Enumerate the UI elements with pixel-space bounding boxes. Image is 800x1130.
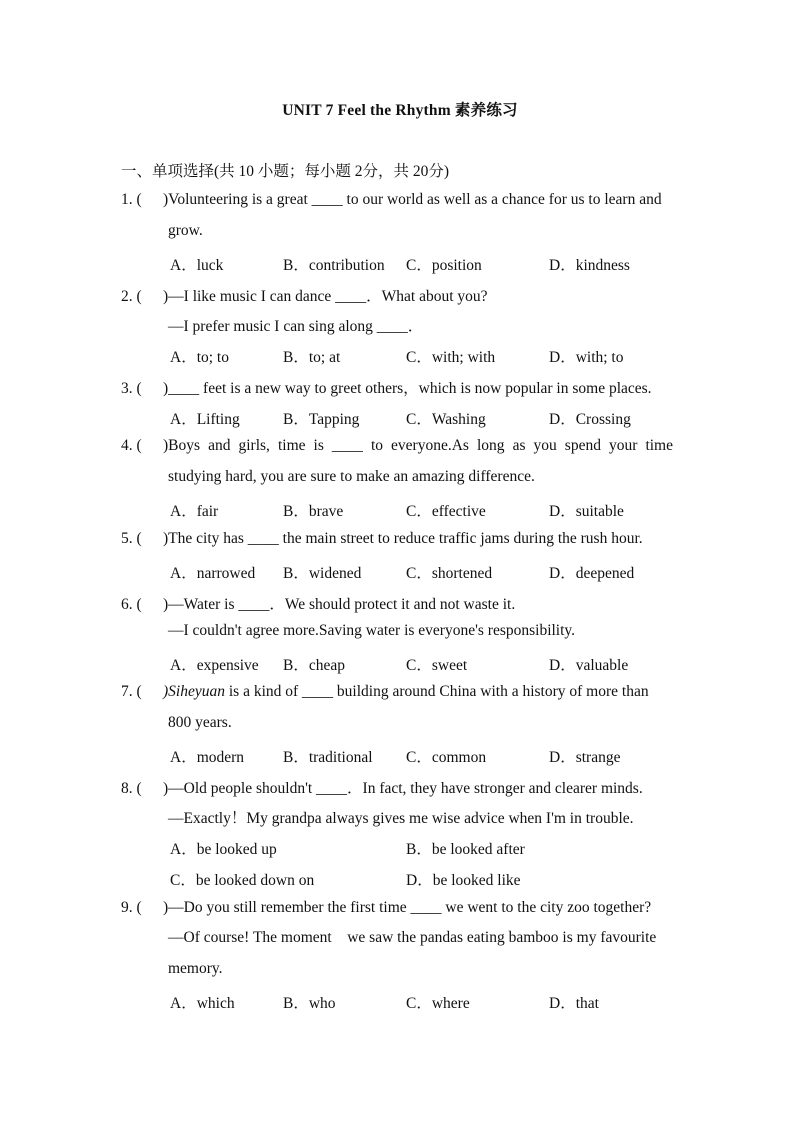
option-b: B．who <box>283 995 336 1012</box>
question-2 <box>121 284 488 306</box>
question-8 <box>121 776 643 798</box>
section-heading: 一、单项选择(共 10 小题；每小题 2分，共 20分) <box>121 163 450 180</box>
option-b: B．Tapping <box>283 411 360 428</box>
option-c: C．shortened <box>406 565 493 582</box>
page-title: UNIT 7 Feel the Rhythm 素养练习 <box>282 102 518 119</box>
question-continuation: —Exactly！My grandpa always gives me wise advice when I'm in trouble. <box>168 810 634 827</box>
option-c: C．with; with <box>406 349 496 366</box>
option-c: C．Washing <box>406 411 486 428</box>
question-text: )—Do you still remember the first time ____ we went to the city zoo together? <box>163 899 652 916</box>
question-9 <box>121 899 651 917</box>
option-b: B．cheap <box>283 657 345 674</box>
option-b: B．brave <box>283 503 344 520</box>
option-d: D．be looked like <box>406 872 521 889</box>
question-number: 8. ( <box>121 780 142 797</box>
question-4 <box>121 437 673 455</box>
option-d: D．kindness <box>549 257 630 274</box>
option-c: C．where <box>406 995 470 1012</box>
question-continuation: —I prefer music I can sing along ____． <box>168 318 424 335</box>
question-number: 6. ( <box>121 596 142 613</box>
question-5 <box>121 530 643 548</box>
question-number: 4. ( <box>121 437 142 454</box>
question-continuation-2: memory. <box>168 960 223 977</box>
option-a: A．to; to <box>170 349 229 366</box>
option-d: D．Crossing <box>549 411 631 428</box>
question-number: 1. ( <box>121 191 142 208</box>
question-1 <box>121 191 662 209</box>
option-a: A．which <box>170 995 235 1012</box>
option-a: A．modern <box>170 749 245 766</box>
option-c: C．sweet <box>406 657 468 674</box>
option-a: A．narrowed <box>170 565 256 582</box>
question-continuation: —Of course! The moment we saw the pandas eating bamboo is my favourite <box>168 929 657 946</box>
option-a: A．expensive <box>170 657 259 674</box>
option-b: B．widened <box>283 565 362 582</box>
question-italic-term: )Siheyuan <box>163 683 225 700</box>
option-a: A．fair <box>170 503 219 520</box>
question-text: )Boys and girls, time is ____ to everyone.As long as you spend your time <box>163 437 673 454</box>
option-c: C．common <box>406 749 487 766</box>
question-continuation: 800 years. <box>168 714 232 731</box>
option-d: D．valuable <box>549 657 629 674</box>
option-b: B．contribution <box>283 257 385 274</box>
question-text: )____ feet is a new way to greet others，which is now popular in some places. <box>163 380 652 397</box>
question-text: )—I like music I can dance ____．What about you? <box>163 288 488 305</box>
question-text: is a kind of ____ building around China with a history of more than <box>224 683 649 700</box>
question-number: 5. ( <box>121 530 142 547</box>
option-b: B．to; at <box>283 349 341 366</box>
question-text: )Volunteering is a great ____ to our world as well as a chance for us to learn and <box>163 191 662 208</box>
question-number: 9. ( <box>121 899 142 916</box>
option-b: B．be looked after <box>406 841 525 858</box>
question-continuation: studying hard, you are sure to make an amazing difference. <box>168 468 535 485</box>
question-text: )—Water is ____．We should protect it and not waste it. <box>163 596 516 613</box>
question-6 <box>121 592 515 614</box>
question-text: )The city has ____ the main street to reduce traffic jams during the rush hour. <box>163 530 643 547</box>
option-d: D．deepened <box>549 565 635 582</box>
option-d: D．that <box>549 995 599 1012</box>
question-continuation: grow. <box>168 222 203 239</box>
option-a: A．luck <box>170 257 224 274</box>
option-a: A．be looked up <box>170 841 277 858</box>
option-d: D．with; to <box>549 349 624 366</box>
question-3 <box>121 376 652 398</box>
option-c: C．effective <box>406 503 486 520</box>
question-continuation: —I couldn't agree more.Saving water is everyone's responsibility. <box>168 622 576 639</box>
question-number: 2. ( <box>121 288 142 305</box>
option-b: B．traditional <box>283 749 373 766</box>
option-c: C．be looked down on <box>170 872 315 889</box>
question-text: )—Old people shouldn't ____．In fact, they have stronger and clearer minds. <box>163 780 643 797</box>
option-c: C．position <box>406 257 482 274</box>
question-number: 3. ( <box>121 380 142 397</box>
option-d: D．strange <box>549 749 621 766</box>
option-d: D．suitable <box>549 503 624 520</box>
option-a: A．Lifting <box>170 411 240 428</box>
question-number: 7. ( <box>121 683 142 700</box>
question-7 <box>121 683 649 701</box>
